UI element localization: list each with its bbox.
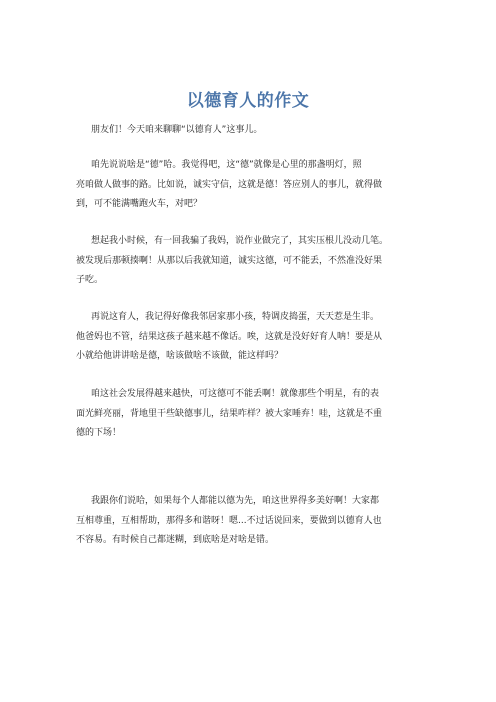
paragraph-line: 我跟你们说哈，如果每个人都能以德为先，咱这世界得多美好啊！大家都	[91, 496, 380, 506]
paragraph-line: 咱先说说啥是“德”哈。我觉得吧，这“德”就像是心里的那盏明灯，照	[91, 160, 362, 170]
paragraph-4	[78, 308, 426, 367]
paragraph-line: 到，可不能满嘴跑火车，对吧？	[76, 199, 203, 209]
paragraph-line: 不容易。有时候自己都迷糊，到底啥是对啥是错。	[76, 535, 275, 545]
paragraph-1	[78, 121, 426, 141]
paragraph-line: 互相尊重，互相帮助，那得多和谐呀！嗯...不过话说回来，要做到以德育人也	[76, 515, 382, 526]
paragraph-2	[78, 156, 426, 215]
paragraph-line: 亮咱做人做事的路。比如说，诚实守信，这就是德！答应别人的事儿，就得做	[76, 179, 383, 190]
document-title: 以德育人的作文	[186, 91, 310, 111]
paragraph-line: 小就给他讲讲啥是德，啥该做啥不该做，能这样吗？	[76, 351, 284, 361]
paragraph-5	[78, 385, 426, 444]
paragraph-line: 再说这育人，我记得好像我邻居家那小孩，特调皮捣蛋，天天惹是生非。	[91, 312, 380, 322]
paragraph-line: 子吃。	[76, 275, 104, 285]
paragraph-6	[78, 492, 426, 551]
paragraph-line: 德的下场！	[76, 428, 122, 438]
paragraph-line: 被发现后那顿揍啊！从那以后我就知道，诚实这德，可不能丢，不然准没好果	[76, 255, 383, 266]
paragraph-line: 想起我小时候，有一回我骗了我妈，说作业做完了，其实压根儿没动几笔。	[91, 236, 389, 246]
paragraph-line: 朋友们！今天咱来聊聊“以德育人”这事儿。	[91, 125, 263, 135]
paragraph-line: 面光鲜亮丽，背地里干些缺德事儿，结果咋样？被大家唾弃！哇，这就是不重	[76, 408, 383, 419]
paragraph-3	[78, 232, 426, 291]
paragraph-line: 他爸妈也不管，结果这孩子越来越不像话。唉，这就是没好好育人呐！要是从	[76, 331, 383, 342]
paragraph-line: 咱这社会发展得越来越快，可这德可不能丢啊！就像那些个明星，有的表	[91, 389, 380, 399]
